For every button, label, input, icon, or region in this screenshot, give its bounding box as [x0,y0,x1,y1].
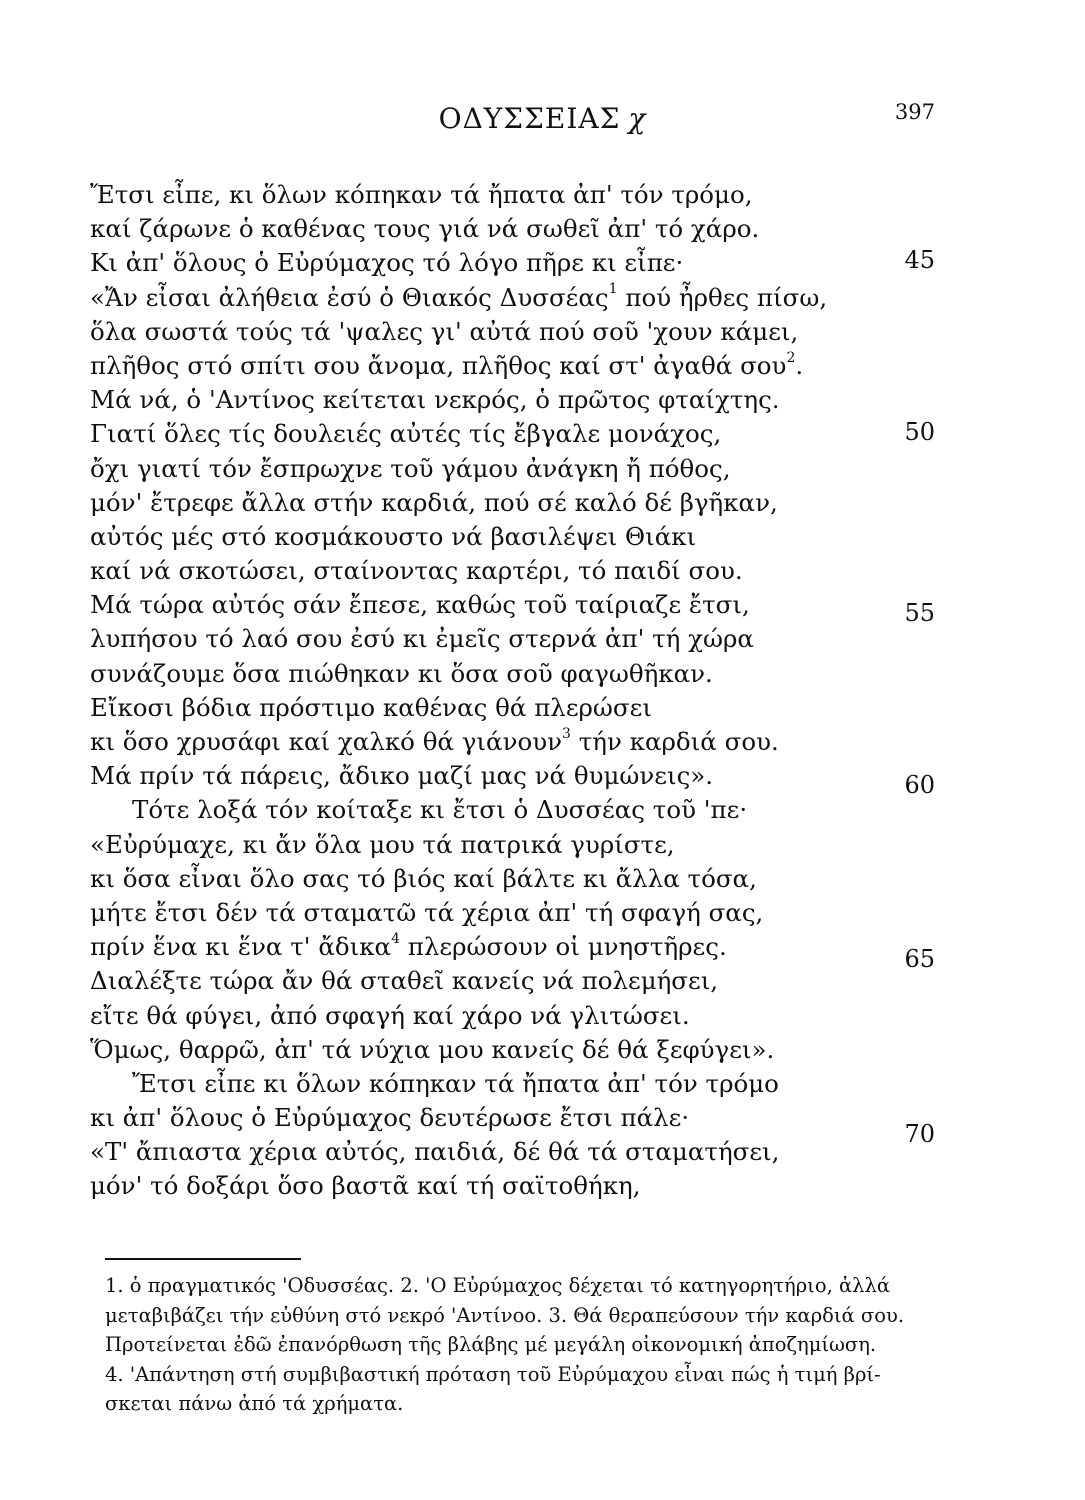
page-number: 397 [894,100,935,124]
line-number: 65 [904,945,935,973]
line-number: 55 [904,599,935,627]
running-head-title: ΟΔΥΣΣΕΙΑΣ [438,102,621,135]
verse-line: κι ὅσα εἶναι ὅλο σας τό βιός καί βάλτε κι ἄλλα τόσα, [90,863,757,893]
verse-line: καί ζάρωνε ὁ καθένας τους γιά νά σωθεῖ ἀπ' τό χάρο. [90,214,760,244]
verse-line: Ἔτσι εἶπε κι ὅλων κόπηκαν τά ἤπατα ἀπ' τόν τρόμο [132,1068,779,1098]
footnote-line: Προτείνεται ἐδῶ ἐπανόρθωση τῆς βλάβης μέ μεγάλη οἰκονομική ἀποζημίωση. [105,1333,877,1356]
verse-line: μόν' τό δοξάρι ὅσο βαστᾶ καί τή σαϊτοθήκη, [90,1171,641,1201]
footnote-ref: 1 [608,281,618,298]
footnotes [105,1271,955,1419]
verse-line: Μά τώρα αὐτός σάν ἔπεσε, καθώς τοῦ ταίριαζε ἔτσι, [90,590,750,620]
verse-line: ὄχι γιατί τόν ἔσπρωχνε τοῦ γάμου ἀνάγκη ἤ πόθος, [90,453,731,483]
verse-line: μόν' ἔτρεφε ἄλλα στήν καρδιά, πού σέ καλό δέ βγῆκαν, [90,487,778,517]
footnote-line: 1. ὁ πραγματικός 'Οδυσσέας. 2. 'Ο Εὐρύμαχος δέχεται τό κατηγορητήριο, ἀλλά [105,1274,891,1297]
verse-line: καί νά σκοτώσει, σταίνοντας καρτέρι, τό παιδί σου. [90,556,743,586]
verse-line: Τότε λοξά τόν κοίταξε κι ἔτσι ὁ Δυσσέας τοῦ 'πε· [132,795,748,825]
verse-line: Μά νά, ὁ 'Αντίνος κείτεται νεκρός, ὁ πρῶτος φταίχτης. [90,385,780,415]
verse-line: «Εὐρύμαχε, κι ἄν ὅλα μου τά πατρικά γυρίστε, [90,829,675,859]
verse-line: εἴτε θά φύγει, ἀπό σφαγή καί χάρο νά γλιτώσει. [90,1000,690,1030]
verse-line: πρίν ἕνα κι ἕνα τ' ἄδικα$^4$ πλερώσουν οἱ μνηστῆρες. [90,930,727,962]
footnote-line: σκεται πάνω ἀπό τά χρήματα. [105,1392,404,1415]
line-number: 45 [904,246,935,274]
verse-block [90,178,870,1204]
verse-line: κι ὅσο χρυσάφι καί χαλκό θά γιάνουν$^3$ τήν καρδιά σου. [90,725,779,756]
footnote-ref: 2 [786,349,796,366]
verse-line: κι ἀπ' ὅλους ὁ Εὐρύμαχος δευτέρωσε ἔτσι πάλε· [90,1103,690,1133]
verse-line: Μά πρίν τά πάρεις, ἄδικο μαζί μας νά θυμώνεις». [90,761,714,791]
footnote-ref: 4 [391,930,401,947]
verse-line: αὐτός μές στό κοσμάκουστο νά βασιλέψει Θιάκι [90,521,697,551]
verse-line: Ἔτσι εἶπε, κι ὅλων κόπηκαν τά ἤπατα ἀπ' τόν τρόμο, [90,180,753,209]
verse-line: Κι ἀπ' ὅλους ὁ Εὐρύμαχος τό λόγο πῆρε κι εἶπε· [90,248,684,278]
verse-line: ὅλα σωστά τούς τά 'ψαλες γι' αὐτά πού σοῦ 'χουν κάμει, [90,316,799,346]
verse-line: Εἴκοσι βόδια πρόστιμο καθένας θά πλερώσει [90,692,652,722]
verse-line: Γιατί ὅλες τίς δουλειές αὐτές τίς ἔβγαλε μονάχος, [90,419,722,449]
verse-line: συνάζουμε ὅσα πιώθηκαν κι ὅσα σοῦ φαγωθῆκαν. [90,658,713,688]
footnote-line: 4. 'Απάντηση στή συμβιβαστική πρόταση τοῦ Εὐρύμαχου εἶναι πώς ἡ τιμή βρί- [105,1362,881,1386]
line-number: 60 [904,771,935,799]
verse-line: «Τ' ἄπιαστα χέρια αὐτός, παιδιά, δέ θά τά σταματήσει, [90,1137,780,1167]
verse-line: λυπήσου τό λαό σου ἐσύ κι ἐμεῖς στερνά ἀπ' τή χώρα [90,624,754,654]
footnote-line: μεταβιβάζει τήν εὐθύνη στό νεκρό 'Αντίνοο. 3. Θά θεραπεύσουν τήν καρδιά σου. [105,1303,905,1327]
line-number: 70 [904,1120,935,1148]
verse-line: Διαλέξτε τώρα ἄν θά σταθεῖ κανείς νά πολεμήσει, [90,966,719,996]
verse-line: Ὅμως, θαρρῶ, ἀπ' τά νύχια μου κανείς δέ θά ξεφύγει». [90,1034,775,1064]
verse-line: «Ἄν εἶσαι ἀλήθεια ἐσύ ὁ Θιακός Δυσσέας$^1$ πού ἦρθες πίσω, [90,281,828,312]
footnote-ref: 3 [562,725,571,742]
footnote-divider [105,1258,301,1260]
verse-line: πλῆθος στό σπίτι σου ἄνομα, πλῆθος καί στ' ἀγαθά σου$^2$. [90,349,804,380]
verse-line: μήτε ἔτσι δέν τά σταματῶ τά χέρια ἀπ' τή σφαγή σας, [90,897,764,927]
line-number: 50 [904,418,935,446]
running-head-book-letter: χ [628,102,647,135]
